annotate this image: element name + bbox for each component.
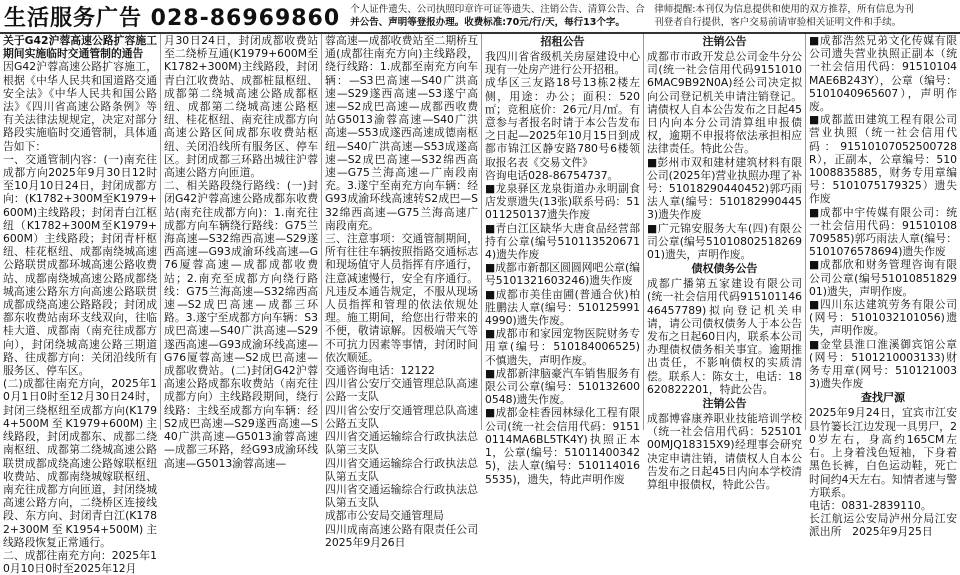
lawyer-tip xyxy=(654,3,960,29)
column-deregistration xyxy=(644,34,806,492)
service-notice-line-1: 个人证件遗失、公司执照印章许可证等遗失、注销公告、清算公告、合 xyxy=(350,4,645,15)
column-traffic-notice-3 xyxy=(322,34,489,549)
ad-paragraph: 电话：0831-2839110。 xyxy=(809,498,932,512)
ad-paragraph: (二)成都往南充方向，2025年10月1日0时至12月30日24时，封闭三绕枢纽至成都方向(K1794+500M至K1979+600M)主线路段，封闭成都东、成都二绕南枢纽、成都第二绕城高速公路联贯成都成绕高速公路嫁联枢纽收费站、成都南绕城嫁联枢纽、南充往成都方向匝道，封闭绕城高速公路方向，二绕桥区连接线段、东方向、封闭青白江(K1782+300M至K1954+500M)主线路段恢复正常通行。 xyxy=(3,377,157,549)
ad-paragraph: 二、相关路段绕行路线：(一)封闭G42沪蓉高速公路成都东收费站(南充往成都方向)：1.南充往成都方向车辆绕行路线：G75兰海高速—S32绵西高速—S29遂西高速—G93成渝环线高速—G76厦蓉高速—成都成都收费站；2.南充至成都方向绕行路线：G75兰海高速—S32绵西高速—S2成巴高速—成都三环路。3.遂宁至成都方向车辆：S3成巴高速—S40广洪高速—S29遂西高速—G93成渝环线高速—G76厦蓉高速—S2成巴高速—成都收费站。(二)封闭G42沪蓉高速公路成都东收费站（南充往成都方向）主线路段期间，绕行线路：主线至成都方向车辆：经S2成巴高速—S29遂西高速—S40广洪高速—G5013渝蓉高速—成都三环路，经G93成渝环线高速—G5013渝蓉高速— xyxy=(164,179,318,470)
ad-paragraph: 四川省交通运输综合行政执法总队第三支队 xyxy=(325,430,478,457)
ad-paragraph: 因G42沪蓉高速公路扩容施工，根据《中华人民共和国道路交通安全法》《中华人民共和国公路法》《四川省高速公路条例》等有关法律法规规定，决定对部分路段实施临时交通管制，具体通告如下： xyxy=(3,60,157,153)
ad-columns xyxy=(0,34,960,575)
column-traffic-notice-1 xyxy=(0,34,161,575)
section-heading: 查找尸源 xyxy=(861,391,905,405)
ad-paragraph: ■成都浩然兄弟文化传媒有限公司遗失营业执照正副本（统一社会信用代码：91510104MAE6B243Y），公章（编号：5101040965607），声明作废。 xyxy=(809,34,957,114)
ad-paragraph: 一、交通管制内容：(一)南充往成都方向2025年9月30日12时至10月10日24日，封闭成都方向：(K1782+300M至K1979+600M)主线路段；封闭青白江枢纽（K1782+300M至K1979+600M）主线路段；封闭青杆枢纽、桂花枢纽、成都南绕城高速公路联贯成都环城高速公路收费站、成都南绕城高速公路成都绕城高速公路东方向高速公路联贯成都成绕高速公路路段；封闭成都东收费站南环支线双向，往临桂大道、成都南（南充往成都方向），封闭绕城高速公路三期道路、往成都方向：关闭沿线所有服务区、停车区。 xyxy=(3,152,157,378)
ad-paragraph: 我四川省省级机关房屋建设中心现有一处房产进行公开招租。 xyxy=(485,50,640,77)
ad-paragraph: ■成都新津脑豪汽车销售服务有限公司公章(编号：5101326000548)遗失作废。 xyxy=(485,366,640,407)
ad-paragraph: 长江航运公安局泸州分局江安派出所 2025年9月25日 xyxy=(809,512,957,539)
section-heading: 注销公告 xyxy=(702,397,747,411)
lawyer-tip-line-2: 刊登者自行提供，客户交易前请审验相关证明文件和手续。 xyxy=(654,17,902,28)
ad-paragraph: 成都市公安局交通管理局 xyxy=(325,509,444,523)
ad-paragraph: ■成都市新都区圆圆网吧公章(编号5101321603246)遗失作废 xyxy=(485,261,640,288)
ad-paragraph: 四川省交通运输综合行政执法总队第五支队 xyxy=(325,456,478,483)
section-heading: 招租公告 xyxy=(540,35,585,48)
ad-paragraph: 蓉高速—成都收费站至二期桥互通(成都往南充方向)主线路段，绕行线路：1.成都至南充方向车辆：—S3巴高速—S40广洪高速—S29遂西高速—S3遂宁高速—S2成巴高速—成都西收费站G5013渝蓉高速—S40广洪高速—S53成遂西高速成德南枢纽—S40广洪高速—S53成遂高速—S2成巴高速—S32绵西高速—G75兰海高速—广南段南充。3.遂宁至南充方向车辆：经G93成渝环线高速转S2成巴—S32绵西高速—G75兰海高速广南段南充。 xyxy=(325,34,478,232)
ad-paragraph: 咨询电话028-86754737。 xyxy=(485,168,619,182)
column-rental-and-loss xyxy=(482,34,644,486)
section-heading: 债权债务公告 xyxy=(691,262,758,276)
ad-paragraph: ■成都市美佳亩圃(普通合伙)柏胜鹏法人章(编号：5101259914990)遗失作废。 xyxy=(485,287,640,328)
ad-paragraph: 成都市市政开发总公司金牛分公司(统一社会信用代码91510106MAC9B92N0A)经公司决定拟向公司登记机关申请注销登记。请债权人自本公告发布之日起45日内向本分公司清算组申报债权，逾期不申报将依法承担相应法律责任。特此公告。 xyxy=(647,50,802,156)
ad-paragraph: ■青白江区缺华大唐食品经营部持有公章(编号5101135206714)遗失作废 xyxy=(485,221,640,262)
ad-paragraph: ■成都中宇传媒有限公司：统一社会信用代码：91510108709585)郭巧雨法人章(编号：5101076578694)遗失作废 xyxy=(809,205,957,259)
column-loss-and-body-search xyxy=(806,34,960,539)
ad-paragraph: ■成都欣和财务管理咨询有限公司公章(编号5101085182901)遗失，声明作废。 xyxy=(809,258,957,298)
ad-paragraph: ■成都市和家园宠物医院财务专用章(编号：510184006525)不慎遗失，声明作废。 xyxy=(485,327,640,367)
ad-paragraph: 二、成都往南充方向：2025年10月10日0时至2025年12月 xyxy=(3,548,157,575)
page-title: 生活服务广告 028-86969860 xyxy=(4,5,341,31)
ad-paragraph: 四川省公安厅交通管理总队高速公路一支队 xyxy=(325,377,478,404)
ad-paragraph: 成都博睿康养职业技能培训学校（统一社会信用代码：52510100MJQ18315X9)经理事会研究决定申请注销，请债权人自本公告发布之日起45日内向本学校清算组申报债权，特此公告。 xyxy=(647,412,802,492)
ad-paragraph: 成都广播第五家建设有限公司(统一社会信用代码91510114646457789)拟向登记机关申请，请公司债权债务人于本公告发布之日起60日内，联系本公司办理债权债务相关事宜。逾期推出责任，不影响债权的实质清偿。联系人：陈女士，电话：18620822201，特此公告。 xyxy=(647,277,802,396)
lawyer-tip-line-1: 律师提醒:本刊仅为信息提供和使用的双方推荐，所有信息为刊 xyxy=(654,4,914,15)
ad-paragraph: ■四川东达建筑劳务有限公司(网号：5101032101056)遗失，声明作废。 xyxy=(809,298,957,338)
section-heading: 注销公告 xyxy=(702,35,747,48)
ad-paragraph: ■成都金桂香园林绿化工程有限公司(统一社会信用代码：91510114MA6BL5TK4Y)执照正本1，公章(编号：510114003425)，法人章(编号：5101140165535)，遗失，特此声明作废 xyxy=(485,406,640,486)
ad-paragraph: ■成都蓝田建筑工程有限公司营业执照（统一社会信用代码：91510107052500728R），正副本，公章编号：5101008835885，财务专用章编号：5101075179325）遗失作废 xyxy=(809,113,957,206)
service-notice-line-2: 并公告、声明等登报办理。收费标准:70元/行/天，每行13个字。 xyxy=(350,17,625,28)
ad-paragraph: 2025年9月24日，宜宾市江安县竹篓长江边发现一具男尸，20岁左右，身高约165CM左右。上身着浅色短袖，下身着黑色长裤，白色运动鞋，死亡时间约4天左右。知情者速与警方联系。 xyxy=(809,406,957,499)
ad-paragraph: 四川成南高速公路有限责任公司 2025年9月26日 xyxy=(325,522,489,549)
ad-paragraph: 三、注意事项：交通管制期间，所有往往车辆按照指路交通标志和现场值守人员指挥有序通行，注意减速慢行，安全有序通行。凡违反本通告规定，不服从现场人员指挥和管理的依法依规处理。施工期间，给您出行带来的不便，敬请谅解。因极端天气等不可抗力因素等事情，封闭时间依次顺延。 xyxy=(325,232,478,364)
ad-paragraph: 交通咨询电话：12122 xyxy=(325,364,435,378)
column-traffic-notice-2 xyxy=(161,34,322,470)
notice-title: 关于G42沪蓉高速公路扩容施工期间实施临时交通管制的通告 xyxy=(3,34,157,61)
ad-paragraph: 四川省交通运输综合行政执法总队第五支队 xyxy=(325,482,478,510)
page-header xyxy=(0,0,960,34)
ad-paragraph: 成华区三友路18号13栋2楼左侧，用途：办公；面积：520㎡；竞租底价：26元/月/㎡。有意参与者报名时请于本公告发布之日起—2025年10月15日到成都市锦江区静安路780号6楼领取报名表《交易文件》 xyxy=(485,76,640,169)
ad-paragraph: ■彭州市双和建材建筑材料有限公司(2025年)营业执照办理了补号：51018290440452)郭巧雨法人章(编号：5101829904453)遗失作废 xyxy=(647,155,802,222)
service-notice xyxy=(350,3,645,29)
ad-paragraph: ■金堂县淮口淮溪御宾馆公章(网号：5101210003133)财务专用章(网号：5101210033)遗失作废 xyxy=(809,337,957,391)
ad-paragraph: ■广元锦安服务大车(四)有限公司公章(编号5101080251826901)遗失，声明作废。 xyxy=(647,221,802,262)
ad-paragraph: 月30日24日，封闭成都收费站至二绕桥互通(K1979+600M至K1782+300M)主线路段，封闭青白江收费站、成都桩鼠枢纽、成都第二绕城高速公路成都枢纽、成都第二绕城高速公路枢纽、桂花枢纽、南充往成都方向高速公路区间成都东收费站枢纽、关闭沿线所有服务区、停车区。封闭成都三环路出城往沪蓉高速公路方向匝道。 xyxy=(164,34,318,180)
ad-paragraph: ■龙泉驿区龙泉街道办永明副食店发票遗失(13张)联系号码：51011250137遗失作废 xyxy=(485,182,640,222)
ad-paragraph: 四川省公安厅交通管理总队高速公路五支队 xyxy=(325,403,478,430)
